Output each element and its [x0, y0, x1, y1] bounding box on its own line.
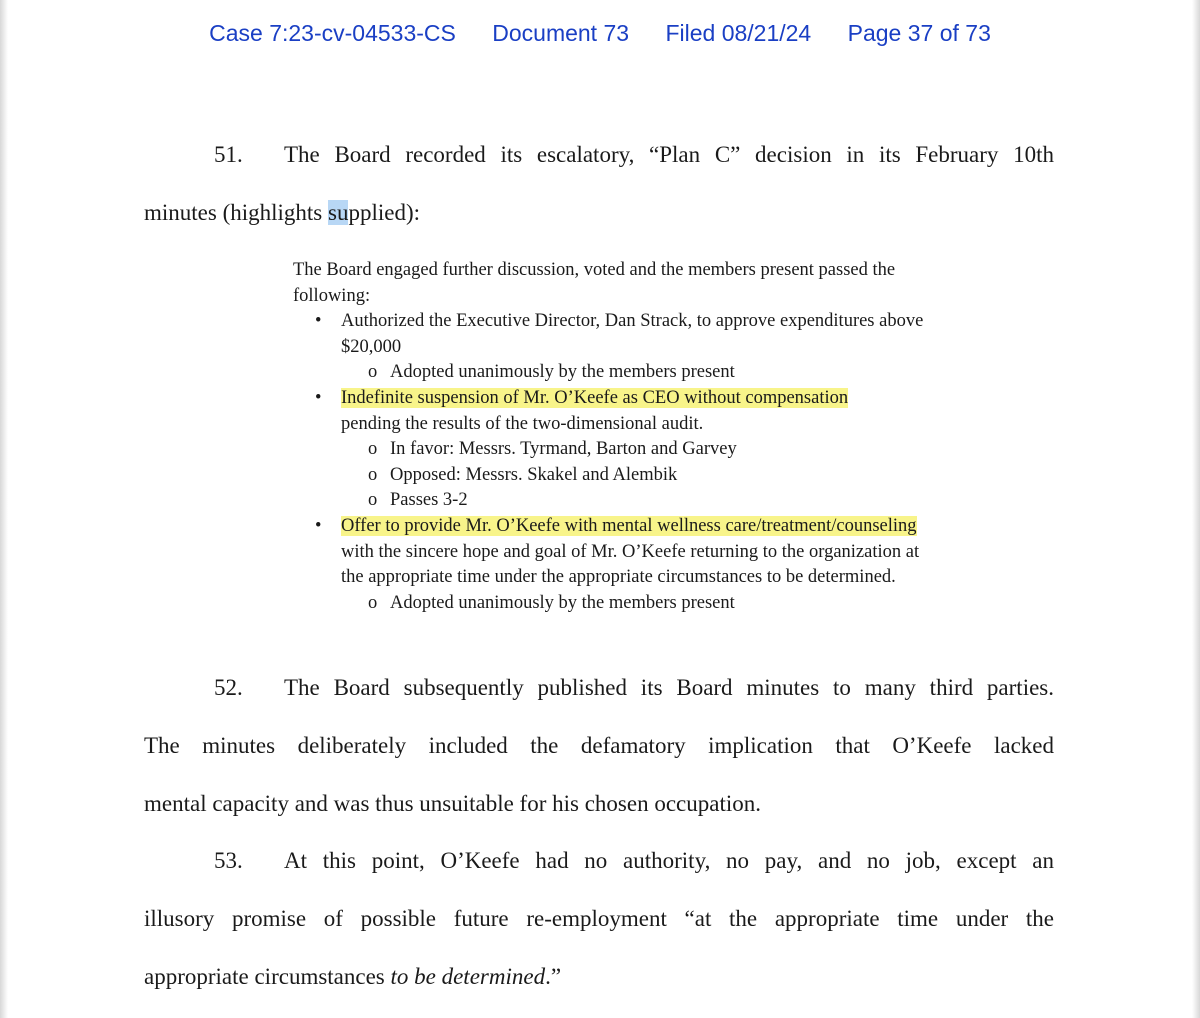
- minutes-block-quote: [293, 258, 933, 616]
- italic-text: to be determined: [390, 964, 546, 989]
- paragraph-number: 51.: [214, 142, 243, 167]
- paragraph-52: [144, 659, 1054, 833]
- filed-date: Filed 08/21/24: [665, 20, 812, 46]
- sub-list-item: o Adopted unanimously by the members present: [293, 591, 933, 617]
- paragraph-text: minutes (highlights: [144, 200, 328, 225]
- paragraph-number: 52.: [214, 675, 243, 700]
- paragraph-number: 53.: [214, 848, 243, 873]
- quote-intro: The Board engaged further discussion, voted and the members present passed the following:: [293, 260, 896, 306]
- paragraph-53: [144, 832, 1054, 1006]
- list-item: • Authorized the Executive Director, Dan Strack, to approve expenditures above $20,000: [293, 309, 933, 360]
- sub-list-item: o In favor: Messrs. Tyrmand, Barton and Garvey: [293, 437, 933, 463]
- paragraph-text: At this point, O’Keefe had no authority, no pay, and no job, except an: [284, 848, 1054, 873]
- sub-list-item: o Opposed: Messrs. Skakel and Alembik: [293, 463, 933, 489]
- paragraph-text: illusory promise of possible future re-employment “at the appropriate time under the: [144, 906, 1054, 931]
- paragraph-text: The Board subsequently published its Board minutes to many third parties.: [284, 675, 1054, 700]
- text-selection: su: [328, 200, 349, 225]
- document-number: Document 73: [492, 20, 630, 46]
- page-left-edge: [0, 0, 8, 1018]
- highlighted-text: Offer to provide Mr. O’Keefe with mental wellness care/treatment/counseling: [341, 515, 917, 536]
- sub-list-item: o Adopted unanimously by the members present: [293, 360, 933, 386]
- paragraph-text: The minutes deliberately included the defamatory implication that O’Keefe lacked: [144, 733, 1054, 758]
- motions-list: [293, 309, 933, 616]
- document-header: [0, 20, 1200, 47]
- paragraph-text: mental capacity and was thus unsuitable for his chosen occupation.: [144, 791, 761, 816]
- paragraph-text: The Board recorded its escalatory, “Plan C” decision in its February 10th: [284, 142, 1054, 167]
- page-number: Page 37 of 73: [847, 20, 991, 46]
- paragraph-text: .”: [545, 964, 562, 989]
- paragraph-text: pplied):: [348, 200, 420, 225]
- page-right-edge: [1192, 0, 1200, 1018]
- highlighted-text: Indefinite suspension of Mr. O’Keefe as CEO without compensation: [341, 387, 849, 408]
- list-item: • Indefinite suspension of Mr. O’Keefe as CEO without compensation pending the results of the two-dimensional audit.: [293, 386, 933, 437]
- case-number: Case 7:23-cv-04533-CS: [209, 20, 456, 46]
- list-item: • Offer to provide Mr. O’Keefe with mental wellness care/treatment/counseling with the sincere hope and goal of Mr. O’Keefe returning to the organization at the appropriate time under the appropriate circumstances to be determined.: [293, 514, 933, 591]
- sub-list-item: o Passes 3-2: [293, 488, 933, 514]
- paragraph-text: appropriate circumstances: [144, 964, 391, 989]
- paragraph-51: [144, 126, 1054, 242]
